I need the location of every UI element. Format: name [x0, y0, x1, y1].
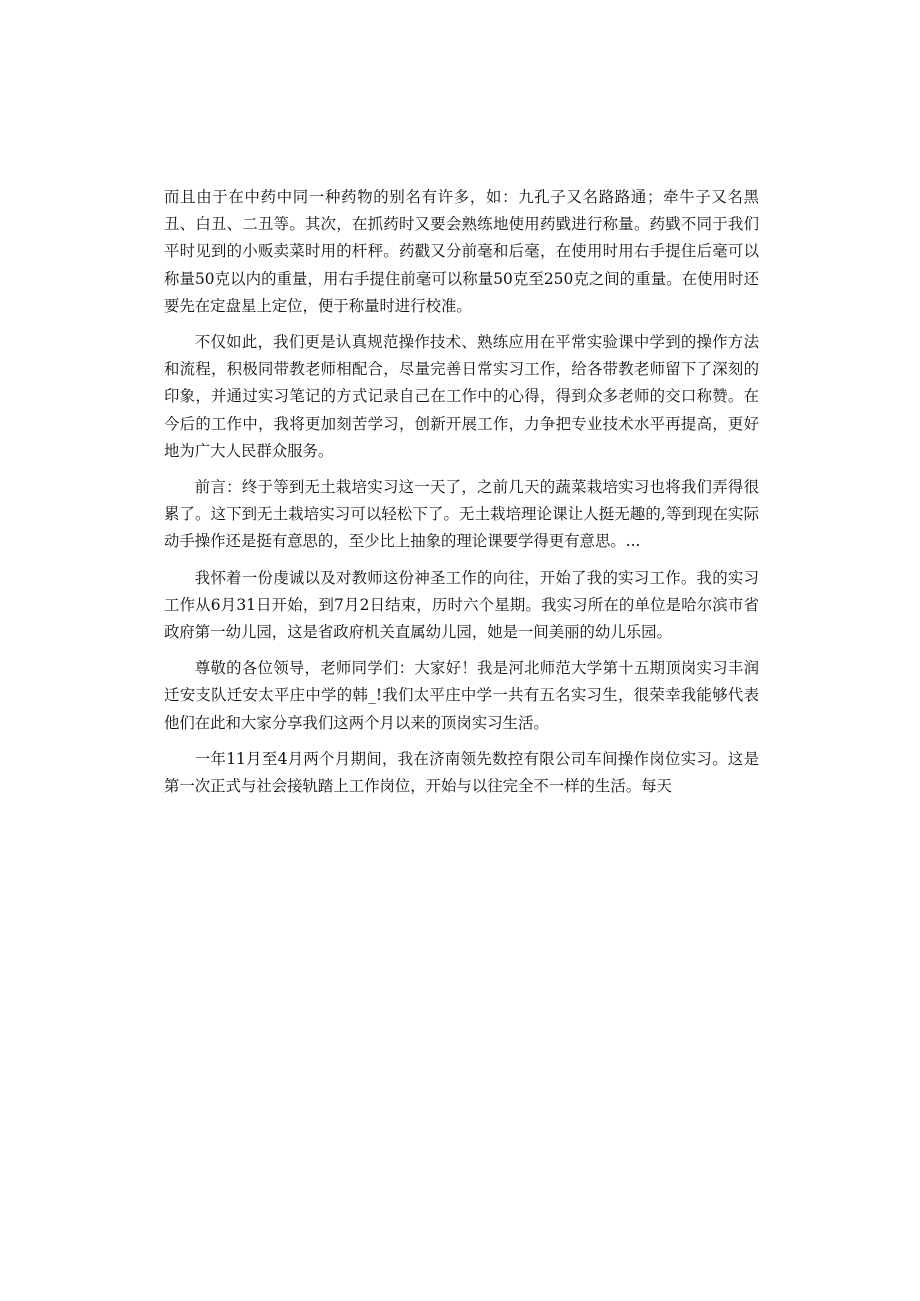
paragraph-2: 不仅如此，我们更是认真规范操作技术、熟练应用在平常实验课中学到的操作方法和流程，积极同带教老师相配合，尽量完善日常实习工作，给各带教老师留下了深刻的印象，并通过实习笔记的方式记录自己在工作中的心得，得到众多老师的交口称赞。在今后的工作中，我将更加刻苦学习，创新开展工作，力争把专业技术水平再提高，更好地为广大人民群众服务。 [164, 333, 759, 460]
paragraph-5: 尊敬的各位领导，老师同学们：大家好！我是河北师范大学第十五期顶岗实习丰润迁安支队迁安太平庄中学的韩_!我们太平庄中学一共有五名实习生，很荣幸我能够代表他们在此和大家分享我们这两个月以来的顶岗实习生活。 [164, 659, 759, 732]
paragraph-3: 前言：终于等到无土栽培实习这一天了，之前几天的蔬菜栽培实习也将我们弄得很累了。这下到无土栽培实习可以轻松下了。无土栽培理论课让人挺无趣的,等到现在实际动手操作还是挺有意思的，至少比上抽象的理论课要学得更有意思。... [164, 478, 759, 551]
document-body [164, 184, 759, 809]
paragraph-4: 我怀着一份虔诚以及对教师这份神圣工作的向往，开始了我的实习工作。我的实习工作从6月31日开始，到7月2日结束，历时六个星期。我实习所在的单位是哈尔滨市省政府第一幼儿园，这是省政府机关直属幼儿园，她是一间美丽的幼儿乐园。 [164, 568, 759, 642]
paragraph-6: 一年11月至4月两个月期间，我在济南领先数控有限公司车间操作岗位实习。这是第一次正式与社会接轨踏上工作岗位，开始与以往完全不一样的生活。每天 [164, 749, 759, 796]
paragraph-1: 而且由于在中药中同一种药物的别名有许多，如：九孔子又名路路通；牵牛子又名黑丑、白丑、二丑等。其次，在抓药时又要会熟练地使用药戥进行称量。药戥不同于我们平时见到的小贩卖菜时用的杆秤。药戳又分前毫和后毫，在使用时用右手提住后毫可以称量50克以内的重量，用右手提住前毫可以称量50克至250克之间的重量。在使用时还要先在定盘星上定位，便于称量时进行校准。 [164, 188, 759, 315]
